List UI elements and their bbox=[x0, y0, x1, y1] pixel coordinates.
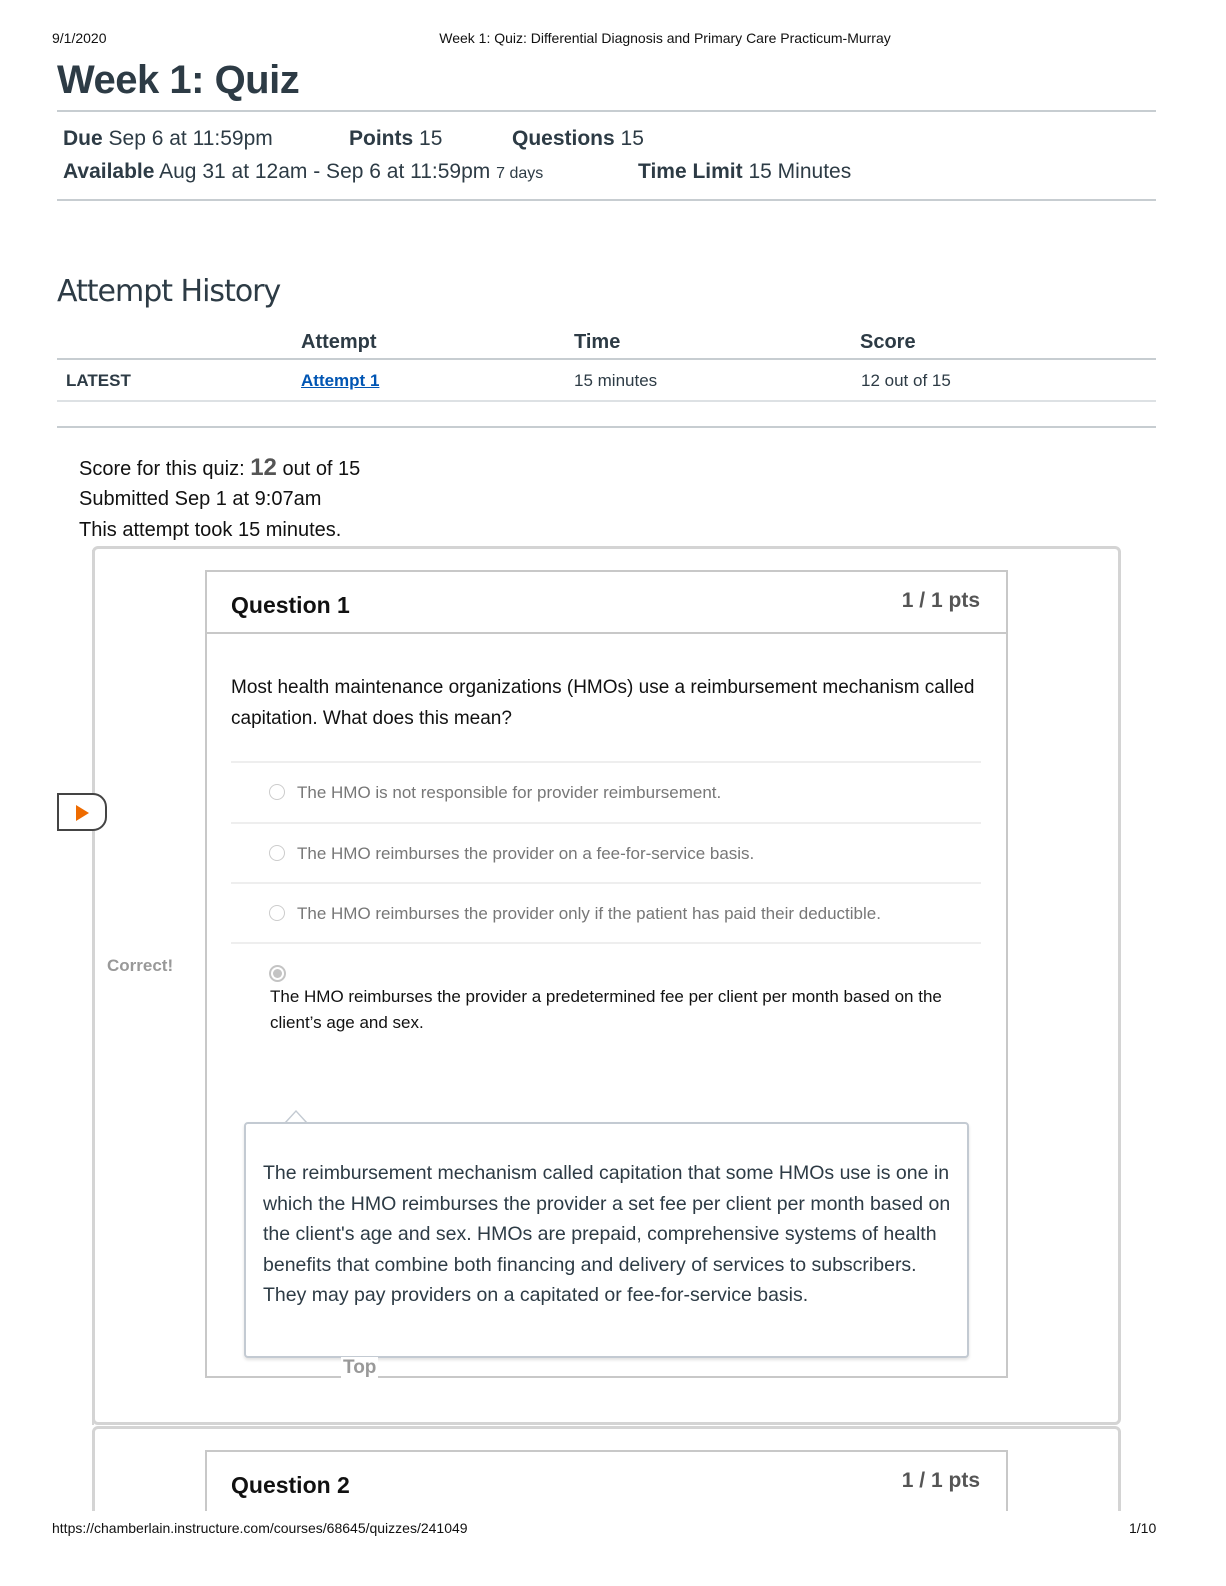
print-page-title: Week 1: Quiz: Differential Diagnosis and Primary Care Practicum-Murray bbox=[439, 30, 891, 46]
latest-tag: LATEST bbox=[66, 371, 131, 390]
result-indicator-line bbox=[92, 550, 94, 950]
due-info bbox=[63, 127, 273, 151]
answer-option-1[interactable] bbox=[269, 783, 721, 803]
option-divider bbox=[231, 822, 981, 824]
divider bbox=[57, 199, 1156, 201]
radio-unselected-icon[interactable] bbox=[269, 905, 285, 921]
points-value: 15 bbox=[419, 127, 443, 150]
correct-label: Correct! bbox=[107, 956, 174, 975]
score-summary bbox=[79, 454, 360, 482]
result-indicator-line bbox=[92, 985, 94, 1425]
score-value: 12 bbox=[250, 454, 277, 481]
column-header-score: Score bbox=[860, 331, 916, 353]
divider bbox=[57, 110, 1156, 112]
column-header-attempt: Attempt bbox=[301, 331, 377, 353]
time-limit-info bbox=[638, 160, 851, 184]
due-value: Sep 6 at 11:59pm bbox=[108, 127, 273, 150]
attempt-link[interactable]: Attempt 1 bbox=[301, 371, 380, 390]
print-date: 9/1/2020 bbox=[52, 30, 107, 46]
option-divider bbox=[231, 942, 981, 944]
option-divider bbox=[231, 761, 981, 763]
page-title: Week 1: Quiz bbox=[57, 58, 300, 102]
available-info bbox=[63, 160, 543, 184]
answer-option-3-label: The HMO reimburses the provider only if the patient has paid their deductible. bbox=[297, 904, 881, 923]
column-header-time: Time bbox=[574, 331, 621, 353]
time-limit-value: 15 Minutes bbox=[748, 160, 852, 183]
available-label: Available bbox=[63, 160, 155, 183]
answer-feedback bbox=[244, 1122, 969, 1358]
time-limit-label: Time Limit bbox=[638, 160, 743, 183]
radio-selected-icon[interactable] bbox=[269, 965, 286, 982]
feedback-text: The reimbursement mechanism called capitation that some HMOs use is one in which the HMO reimburses the provider a set fee per client per month based on the client's age and sex. HMOs are prepaid, comprehensive systems of health benefits that combine both financing and delivery of services to subscribers. They may pay providers on a capitated or fee-for-service basis. bbox=[263, 1162, 951, 1306]
question-2-title: Question 2 bbox=[231, 1472, 350, 1498]
attempt-time: 15 minutes bbox=[574, 371, 658, 390]
print-page-number: 1/10 bbox=[1129, 1520, 1157, 1536]
radio-unselected-icon[interactable] bbox=[269, 845, 285, 861]
question-1-header bbox=[207, 572, 1006, 634]
available-duration: 7 days bbox=[496, 165, 544, 182]
answer-option-2-label: The HMO reimburses the provider on a fee-for-service basis. bbox=[297, 844, 755, 863]
attempt-duration: This attempt took 15 minutes. bbox=[79, 519, 342, 541]
answer-option-4-label: The HMO reimburses the provider a predetermined fee per client per month based on the client’s age and sex. bbox=[270, 987, 942, 1032]
back-to-top-link[interactable]: Top bbox=[343, 1357, 377, 1378]
play-arrow-icon[interactable] bbox=[57, 793, 107, 831]
due-label: Due bbox=[63, 127, 103, 150]
score-suffix: out of 15 bbox=[282, 458, 361, 480]
score-prefix: Score for this quiz: bbox=[79, 458, 245, 480]
answer-option-2[interactable] bbox=[269, 844, 754, 864]
questions-info bbox=[512, 127, 644, 151]
question-1-points: 1 / 1 pts bbox=[901, 589, 980, 612]
option-divider bbox=[231, 882, 981, 884]
print-url: https://chamberlain.instructure.com/courses/68645/quizzes/241049 bbox=[52, 1520, 468, 1536]
divider bbox=[57, 426, 1156, 428]
question-1-text: Most health maintenance organizations (HMOs) use a reimbursement mechanism called capitation. What does this mean? bbox=[231, 677, 975, 729]
points-info bbox=[349, 127, 442, 151]
table-header-divider bbox=[57, 358, 1156, 360]
points-label: Points bbox=[349, 127, 414, 150]
answer-option-3[interactable] bbox=[269, 904, 881, 924]
questions-label: Questions bbox=[512, 127, 615, 150]
available-value: Aug 31 at 12am - Sep 6 at 11:59pm bbox=[159, 160, 491, 183]
questions-value: 15 bbox=[620, 127, 644, 150]
attempt-history-title: Attempt History bbox=[57, 274, 281, 309]
answer-option-1-label: The HMO is not responsible for provider reimbursement. bbox=[297, 783, 722, 802]
table-row-divider bbox=[57, 400, 1156, 402]
radio-unselected-icon[interactable] bbox=[269, 784, 285, 800]
attempt-score: 12 out of 15 bbox=[861, 371, 951, 390]
question-2-points: 1 / 1 pts bbox=[901, 1469, 980, 1492]
submitted-time: Submitted Sep 1 at 9:07am bbox=[79, 488, 322, 510]
question-1-title: Question 1 bbox=[231, 592, 350, 618]
